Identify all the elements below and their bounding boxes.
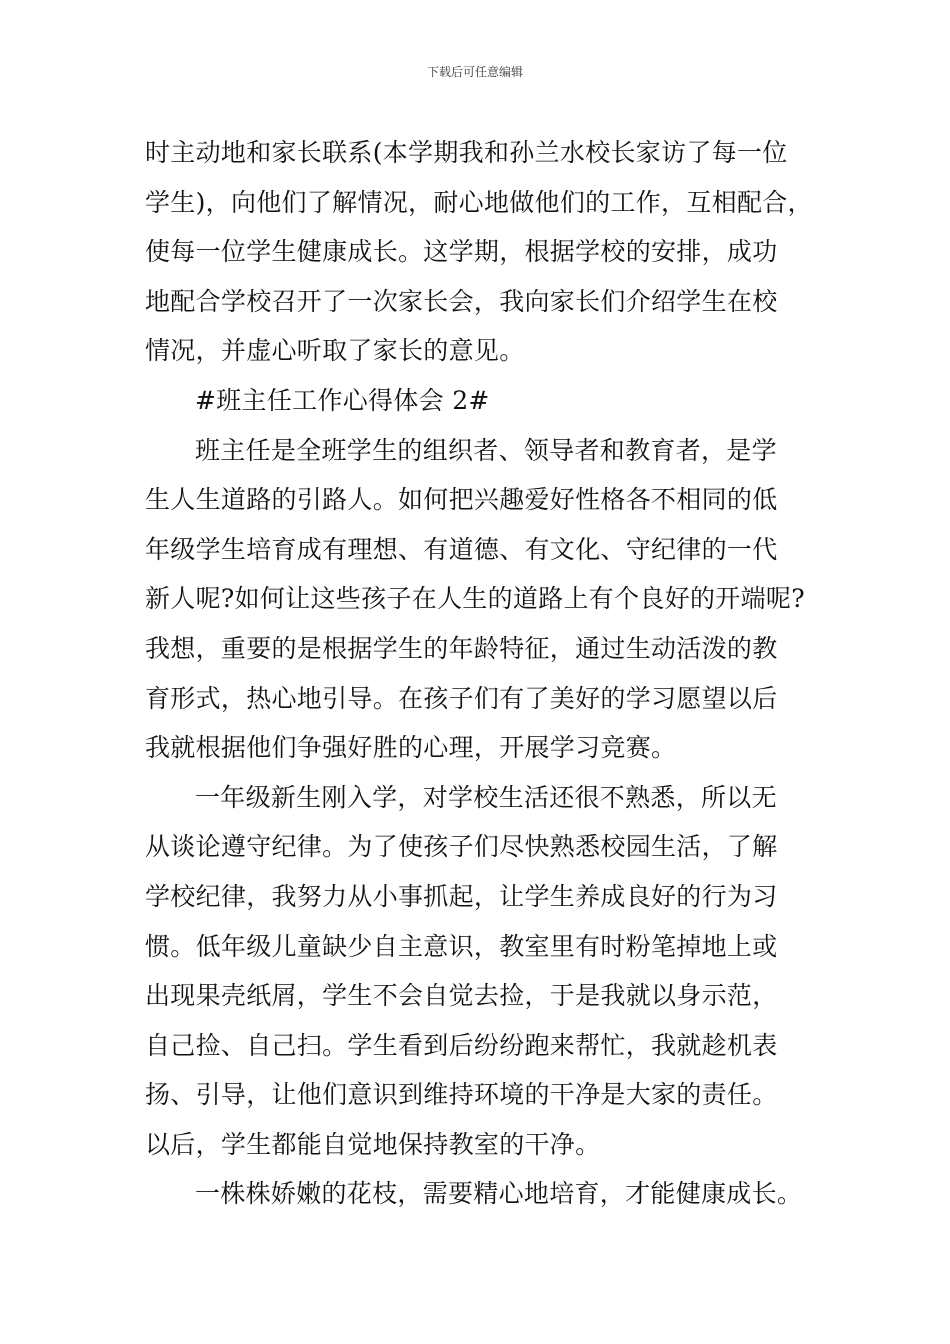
text-line: 一株株娇嫩的花枝，需要精心地培育，才能健康成长。	[195, 1179, 803, 1209]
text-line: 学校纪律，我努力从小事抓起，让学生养成良好的行为习	[145, 881, 778, 911]
text-line: 地配合学校召开了一次家长会，我向家长们介绍学生在校	[145, 286, 778, 316]
text-line: 惯。低年级儿童缺少自主意识，教室里有时粉笔掉地上或	[145, 931, 778, 961]
text-line: 生人生道路的引路人。如何把兴趣爱好性格各不相同的低	[145, 485, 778, 515]
text-line: 班主任是全班学生的组织者、领导者和教育者，是学	[195, 435, 777, 465]
page-header-note: 下载后可任意编辑	[426, 65, 523, 79]
text-line: 以后，学生都能自觉地保持教室的干净。	[145, 1129, 601, 1159]
text-line: 时主动地和家长联系(本学期我和孙兰水校长家访了每一位	[145, 138, 788, 167]
text-line: 年级学生培育成有理想、有道德、有文化、守纪律的一代	[145, 534, 778, 564]
section-heading: #班主任工作心得体会 2#	[195, 385, 490, 415]
text-line: 学生)，向他们了解情况，耐心地做他们的工作，互相配合，	[145, 187, 813, 217]
text-line: 自己捡、自己扫。学生看到后纷纷跑来帮忙，我就趁机表	[145, 1030, 778, 1060]
text-line: 我想，重要的是根据学生的年龄特征，通过生动活泼的教	[145, 633, 778, 663]
text-line: 使每一位学生健康成长。这学期，根据学校的安排，成功	[145, 237, 778, 267]
text-line: 出现果壳纸屑，学生不会自觉去捡，于是我就以身示范，	[145, 981, 778, 1011]
document-body	[145, 128, 845, 1219]
text-line: 育形式，热心地引导。在孩子们有了美好的学习愿望以后	[145, 683, 778, 713]
text-line: 从谈论遵守纪律。为了使孩子们尽快熟悉校园生活，了解	[145, 832, 778, 862]
text-line: 扬、引导，让他们意识到维持环境的干净是大家的责任。	[145, 1080, 778, 1110]
text-line: 新人呢?如何让这些孩子在人生的道路上有个良好的开端呢?	[145, 584, 805, 614]
text-line: 我就根据他们争强好胜的心理，开展学习竞赛。	[145, 733, 677, 763]
text-line: 情况，并虚心听取了家长的意见。	[145, 336, 525, 366]
text-line: 一年级新生刚入学，对学校生活还很不熟悉，所以无	[195, 782, 777, 812]
